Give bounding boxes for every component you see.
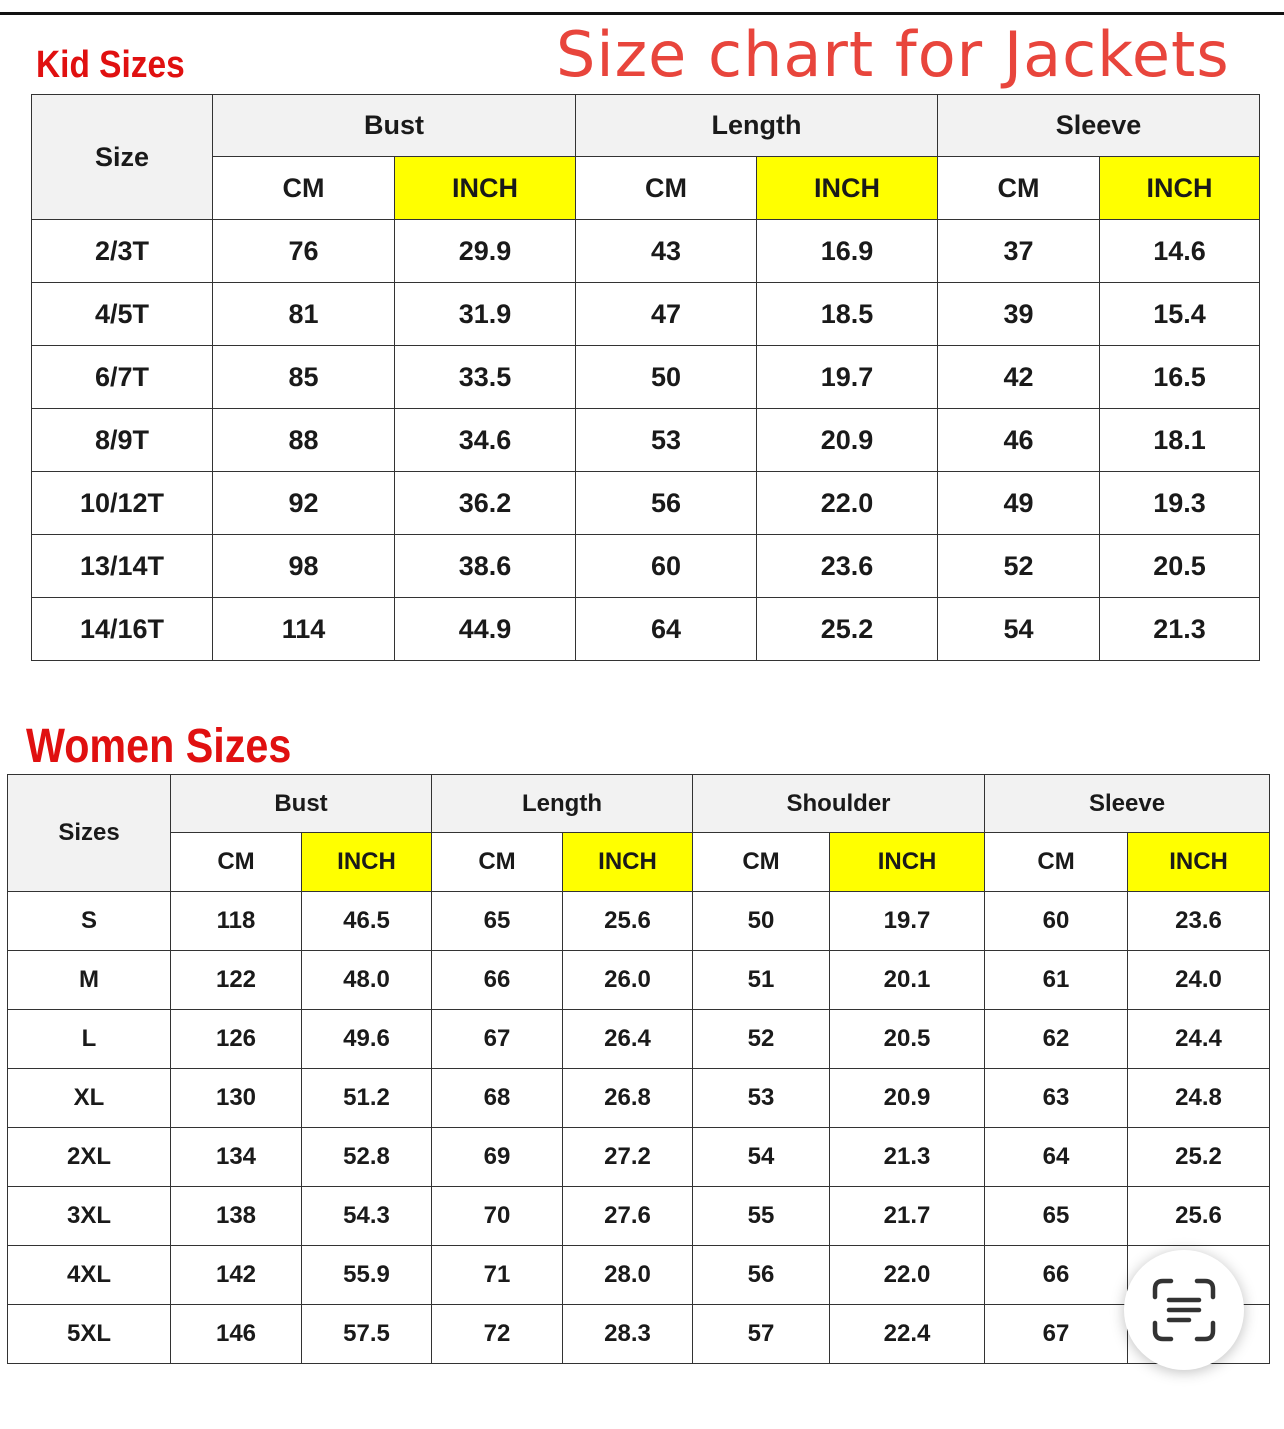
value-cell: 16.5 [1100,346,1260,409]
value-cell: 31.9 [395,283,576,346]
value-cell: 52 [938,535,1100,598]
value-cell: 134 [171,1128,302,1187]
table-row [32,409,1260,472]
value-cell: 52.8 [302,1128,432,1187]
value-cell: 20.5 [830,1010,985,1069]
size-cell: 10/12T [32,472,213,535]
value-cell: 62 [985,1010,1128,1069]
value-cell: 76 [213,220,395,283]
top-rule [0,12,1284,15]
table-row [8,1069,1270,1128]
sleeve-header: Sleeve [938,95,1260,157]
table-row [8,1128,1270,1187]
size-header: Size [32,95,213,220]
value-cell: 25.6 [563,892,693,951]
value-cell: 21.7 [830,1187,985,1246]
sizes-header: Sizes [8,775,171,892]
value-cell: 21.3 [1100,598,1260,661]
value-cell: 70 [432,1187,563,1246]
sleeve-header: Sleeve [985,775,1270,833]
value-cell: 42 [938,346,1100,409]
value-cell: 22.4 [830,1305,985,1364]
value-cell: 27.6 [563,1187,693,1246]
value-cell: 18.5 [757,283,938,346]
value-cell: 23.6 [757,535,938,598]
value-cell: 25.6 [1128,1187,1270,1246]
value-cell: 43 [576,220,757,283]
cm-header: CM [985,833,1128,892]
value-cell: 53 [693,1069,830,1128]
size-cell: 4/5T [32,283,213,346]
value-cell: 66 [432,951,563,1010]
kid-sizes-label: Kid Sizes [36,44,185,86]
inch-header: INCH [830,833,985,892]
value-cell: 26.8 [563,1069,693,1128]
table-row [8,1246,1270,1305]
length-header: Length [576,95,938,157]
cm-header: CM [938,157,1100,220]
cm-header: CM [576,157,757,220]
cm-header: CM [432,833,563,892]
value-cell: 24.8 [1128,1069,1270,1128]
value-cell: 14.6 [1100,220,1260,283]
inch-header: INCH [302,833,432,892]
value-cell: 63 [985,1069,1128,1128]
value-cell: 138 [171,1187,302,1246]
value-cell: 65 [432,892,563,951]
value-cell: 49.6 [302,1010,432,1069]
inch-header: INCH [1100,157,1260,220]
inch-header: INCH [395,157,576,220]
cm-header: CM [213,157,395,220]
size-cell: 6/7T [32,346,213,409]
value-cell: 24.4 [1128,1010,1270,1069]
value-cell: 67 [432,1010,563,1069]
value-cell: 18.1 [1100,409,1260,472]
value-cell: 81 [213,283,395,346]
table-row [32,598,1260,661]
value-cell: 36.2 [395,472,576,535]
value-cell: 60 [576,535,757,598]
value-cell: 20.9 [757,409,938,472]
size-cell: 2/3T [32,220,213,283]
value-cell: 56 [576,472,757,535]
table-row [8,1010,1270,1069]
value-cell: 146 [171,1305,302,1364]
value-cell: 44.9 [395,598,576,661]
women-size-table [7,774,1270,1364]
table-row [32,220,1260,283]
value-cell: 57 [693,1305,830,1364]
value-cell: 22.0 [757,472,938,535]
value-cell: 39 [938,283,1100,346]
value-cell: 130 [171,1069,302,1128]
value-cell: 34.6 [395,409,576,472]
value-cell: 20.9 [830,1069,985,1128]
value-cell: 122 [171,951,302,1010]
value-cell: 69 [432,1128,563,1187]
value-cell: 54 [938,598,1100,661]
value-cell: 50 [693,892,830,951]
table-row [32,535,1260,598]
value-cell: 28.0 [563,1246,693,1305]
value-cell: 114 [213,598,395,661]
value-cell: 48.0 [302,951,432,1010]
value-cell: 23.6 [1128,892,1270,951]
value-cell: 25.2 [1128,1128,1270,1187]
value-cell: 56 [693,1246,830,1305]
value-cell: 47 [576,283,757,346]
table-row [8,951,1270,1010]
value-cell: 68 [432,1069,563,1128]
size-cell: 4XL [8,1246,171,1305]
value-cell: 38.6 [395,535,576,598]
size-cell: 2XL [8,1128,171,1187]
value-cell: 72 [432,1305,563,1364]
value-cell: 66 [985,1246,1128,1305]
inch-header: INCH [757,157,938,220]
value-cell: 67 [985,1305,1128,1364]
value-cell: 85 [213,346,395,409]
value-cell: 98 [213,535,395,598]
value-cell: 60 [985,892,1128,951]
value-cell: 19.7 [830,892,985,951]
value-cell: 52 [693,1010,830,1069]
table-row [8,892,1270,951]
size-cell: S [8,892,171,951]
kid-size-table [31,94,1260,661]
table-row [8,1187,1270,1246]
length-header: Length [432,775,693,833]
value-cell: 92 [213,472,395,535]
value-cell: 55 [693,1187,830,1246]
cm-header: CM [171,833,302,892]
value-cell: 54.3 [302,1187,432,1246]
value-cell: 24.0 [1128,951,1270,1010]
value-cell: 53 [576,409,757,472]
value-cell: 46 [938,409,1100,472]
value-cell: 50 [576,346,757,409]
size-cell: XL [8,1069,171,1128]
size-cell: M [8,951,171,1010]
value-cell: 33.5 [395,346,576,409]
value-cell: 142 [171,1246,302,1305]
size-cell: 8/9T [32,409,213,472]
value-cell: 29.9 [395,220,576,283]
cm-header: CM [693,833,830,892]
value-cell: 26.4 [563,1010,693,1069]
table-row [8,1305,1270,1364]
shoulder-header: Shoulder [693,775,985,833]
value-cell: 22.0 [830,1246,985,1305]
table-row [32,472,1260,535]
value-cell: 28.3 [563,1305,693,1364]
value-cell: 19.7 [757,346,938,409]
inch-header: INCH [1128,833,1270,892]
size-cell: 3XL [8,1187,171,1246]
value-cell: 26.0 [563,951,693,1010]
value-cell: 64 [576,598,757,661]
value-cell: 20.1 [830,951,985,1010]
inch-header: INCH [563,833,693,892]
value-cell: 20.5 [1100,535,1260,598]
size-cell: 5XL [8,1305,171,1364]
value-cell: 65 [985,1187,1128,1246]
text-scan-icon [1149,1275,1219,1345]
women-sizes-label: Women Sizes [26,720,292,773]
value-cell: 126 [171,1010,302,1069]
table-row [32,283,1260,346]
value-cell: 54 [693,1128,830,1187]
women-table-body [8,892,1270,1364]
value-cell: 51 [693,951,830,1010]
table-row [32,346,1260,409]
value-cell: 61 [985,951,1128,1010]
value-cell: 88 [213,409,395,472]
value-cell: 37 [938,220,1100,283]
value-cell: 49 [938,472,1100,535]
value-cell: 57.5 [302,1305,432,1364]
size-cell: L [8,1010,171,1069]
value-cell: 55.9 [302,1246,432,1305]
value-cell: 46.5 [302,892,432,951]
value-cell: 21.3 [830,1128,985,1187]
kid-table-body [32,220,1260,661]
value-cell: 71 [432,1246,563,1305]
value-cell: 27.2 [563,1128,693,1187]
value-cell: 64 [985,1128,1128,1187]
value-cell: 118 [171,892,302,951]
text-scan-button[interactable] [1124,1250,1244,1370]
bust-header: Bust [171,775,432,833]
size-cell: 13/14T [32,535,213,598]
size-cell: 14/16T [32,598,213,661]
value-cell: 19.3 [1100,472,1260,535]
bust-header: Bust [213,95,576,157]
value-cell: 15.4 [1100,283,1260,346]
value-cell: 51.2 [302,1069,432,1128]
value-cell: 25.2 [757,598,938,661]
value-cell: 16.9 [757,220,938,283]
page-title: Size chart for Jackets [556,18,1230,91]
